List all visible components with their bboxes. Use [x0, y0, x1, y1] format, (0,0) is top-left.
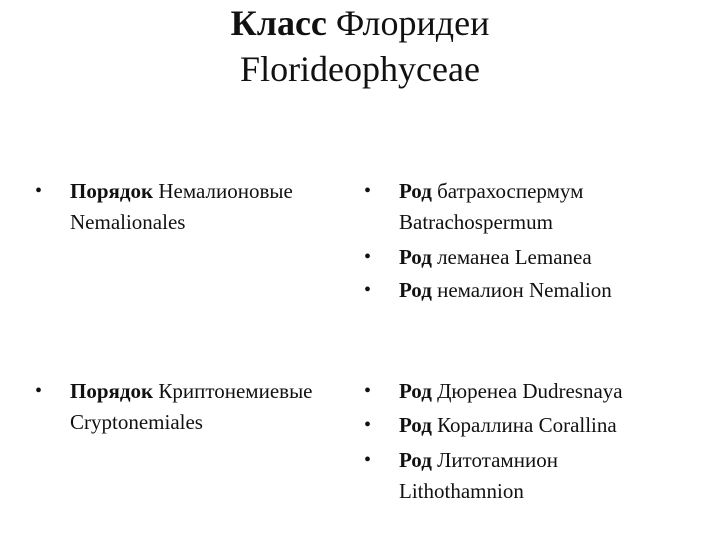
genus-name: леманеа — [437, 245, 510, 269]
genus-bold: Род — [399, 179, 432, 203]
title-latin: Florideophyceae — [240, 49, 480, 89]
order-text — [70, 376, 313, 438]
genus-bold: Род — [399, 245, 432, 269]
genus-bold: Род — [399, 413, 432, 437]
bullet-icon: • — [364, 380, 372, 402]
genus-latin: Nemalion — [529, 278, 612, 302]
order-latin: Cryptonemiales — [70, 410, 203, 434]
genus-name: Дюренеа — [437, 379, 518, 403]
title-line-1 — [0, 0, 720, 46]
bullet-icon: • — [364, 279, 372, 301]
genus-name: Литотамнион — [437, 448, 558, 472]
order-bold: Порядок — [70, 179, 154, 203]
title-rest: Флоридеи — [335, 3, 490, 43]
genus-text — [399, 410, 617, 441]
genus-latin: Lithothamnion — [399, 479, 524, 503]
genus-name: батрахоспермум — [437, 179, 584, 203]
order-name: Немалионовые — [158, 179, 293, 203]
genus-latin: Dudresnaya — [522, 379, 623, 403]
genus-name: немалион — [437, 278, 524, 302]
genus-bold: Род — [399, 379, 432, 403]
bullet-icon: • — [364, 414, 372, 436]
bullet-icon: • — [35, 180, 43, 202]
genus-text — [399, 242, 592, 273]
title-bold: Класс — [230, 3, 327, 43]
genus-latin: Batrachospermum — [399, 210, 553, 234]
order-name: Криптонемиевые — [158, 379, 313, 403]
order-bold: Порядок — [70, 379, 154, 403]
bullet-icon: • — [364, 180, 372, 202]
order-latin: Nemalionales — [70, 210, 186, 234]
order-text — [70, 176, 293, 238]
genus-text — [399, 376, 623, 407]
genus-latin: Lemanea — [514, 245, 592, 269]
bullet-icon: • — [364, 246, 372, 268]
bullet-icon: • — [35, 380, 43, 402]
genus-bold: Род — [399, 278, 432, 302]
genus-bold: Род — [399, 448, 432, 472]
genus-text — [399, 176, 583, 238]
genus-text — [399, 275, 612, 306]
genus-text — [399, 445, 558, 507]
genus-name: Кораллина — [437, 413, 534, 437]
genus-latin: Corallina — [538, 413, 617, 437]
bullet-icon: • — [364, 449, 372, 471]
